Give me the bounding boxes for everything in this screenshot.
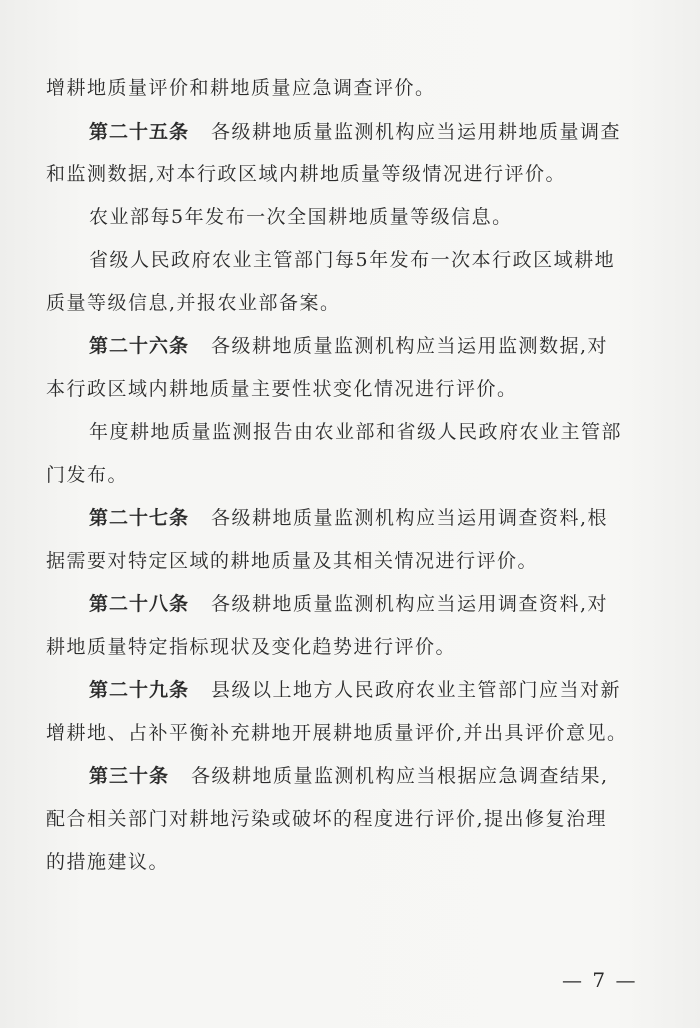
article-27-line-1: 第二十七条 各级耕地质量监测机构应当运用调查资料,根	[89, 507, 609, 529]
article-heading: 第二十九条	[89, 679, 190, 701]
article-28-line-1: 第二十八条 各级耕地质量监测机构应当运用调查资料,对	[89, 593, 609, 615]
text-line: 和监测数据,对本行政区域内耕地质量等级情况进行评价。	[46, 163, 567, 185]
text-line: 的措施建议。	[46, 851, 170, 873]
text-line: 省级人民政府农业主管部门每5年发布一次本行政区域耕地	[89, 249, 616, 271]
text-line: 据需要对特定区域的耕地质量及其相关情况进行评价。	[46, 550, 539, 572]
text-line: 农业部每5年发布一次全国耕地质量等级信息。	[89, 206, 513, 228]
text-line: 增耕地质量评价和耕地质量应急调查评价。	[46, 77, 436, 99]
article-heading: 第二十五条	[89, 121, 190, 143]
article-30-line-1: 第三十条 各级耕地质量监测机构应当根据应急调查结果,	[89, 765, 609, 787]
text-line: 门发布。	[46, 464, 129, 486]
article-26-line-1: 第二十六条 各级耕地质量监测机构应当运用监测数据,对	[89, 335, 609, 357]
article-heading: 第二十八条	[89, 593, 190, 615]
text-line: 质量等级信息,并报农业部备案。	[46, 292, 341, 314]
article-heading: 第二十六条	[89, 335, 190, 357]
article-heading: 第三十条	[89, 765, 170, 787]
text-line: 耕地质量特定指标现状及变化趋势进行评价。	[46, 636, 457, 658]
article-heading: 第二十七条	[89, 507, 190, 529]
article-29-line-1: 第二十九条 县级以上地方人民政府农业主管部门应当对新	[89, 679, 622, 701]
text-line: 配合相关部门对耕地污染或破坏的程度进行评价,提出修复治理	[46, 808, 608, 830]
text-line: 本行政区域内耕地质量主要性状变化情况进行评价。	[46, 378, 518, 400]
text-line: 年度耕地质量监测报告由农业部和省级人民政府农业主管部	[89, 421, 623, 443]
page-number: — 7 —	[562, 968, 638, 992]
text-line: 增耕地、占补平衡补充耕地开展耕地质量评价,并出具评价意见。	[46, 722, 628, 744]
article-25-line-1: 第二十五条 各级耕地质量监测机构应当运用耕地质量调查	[89, 121, 622, 143]
